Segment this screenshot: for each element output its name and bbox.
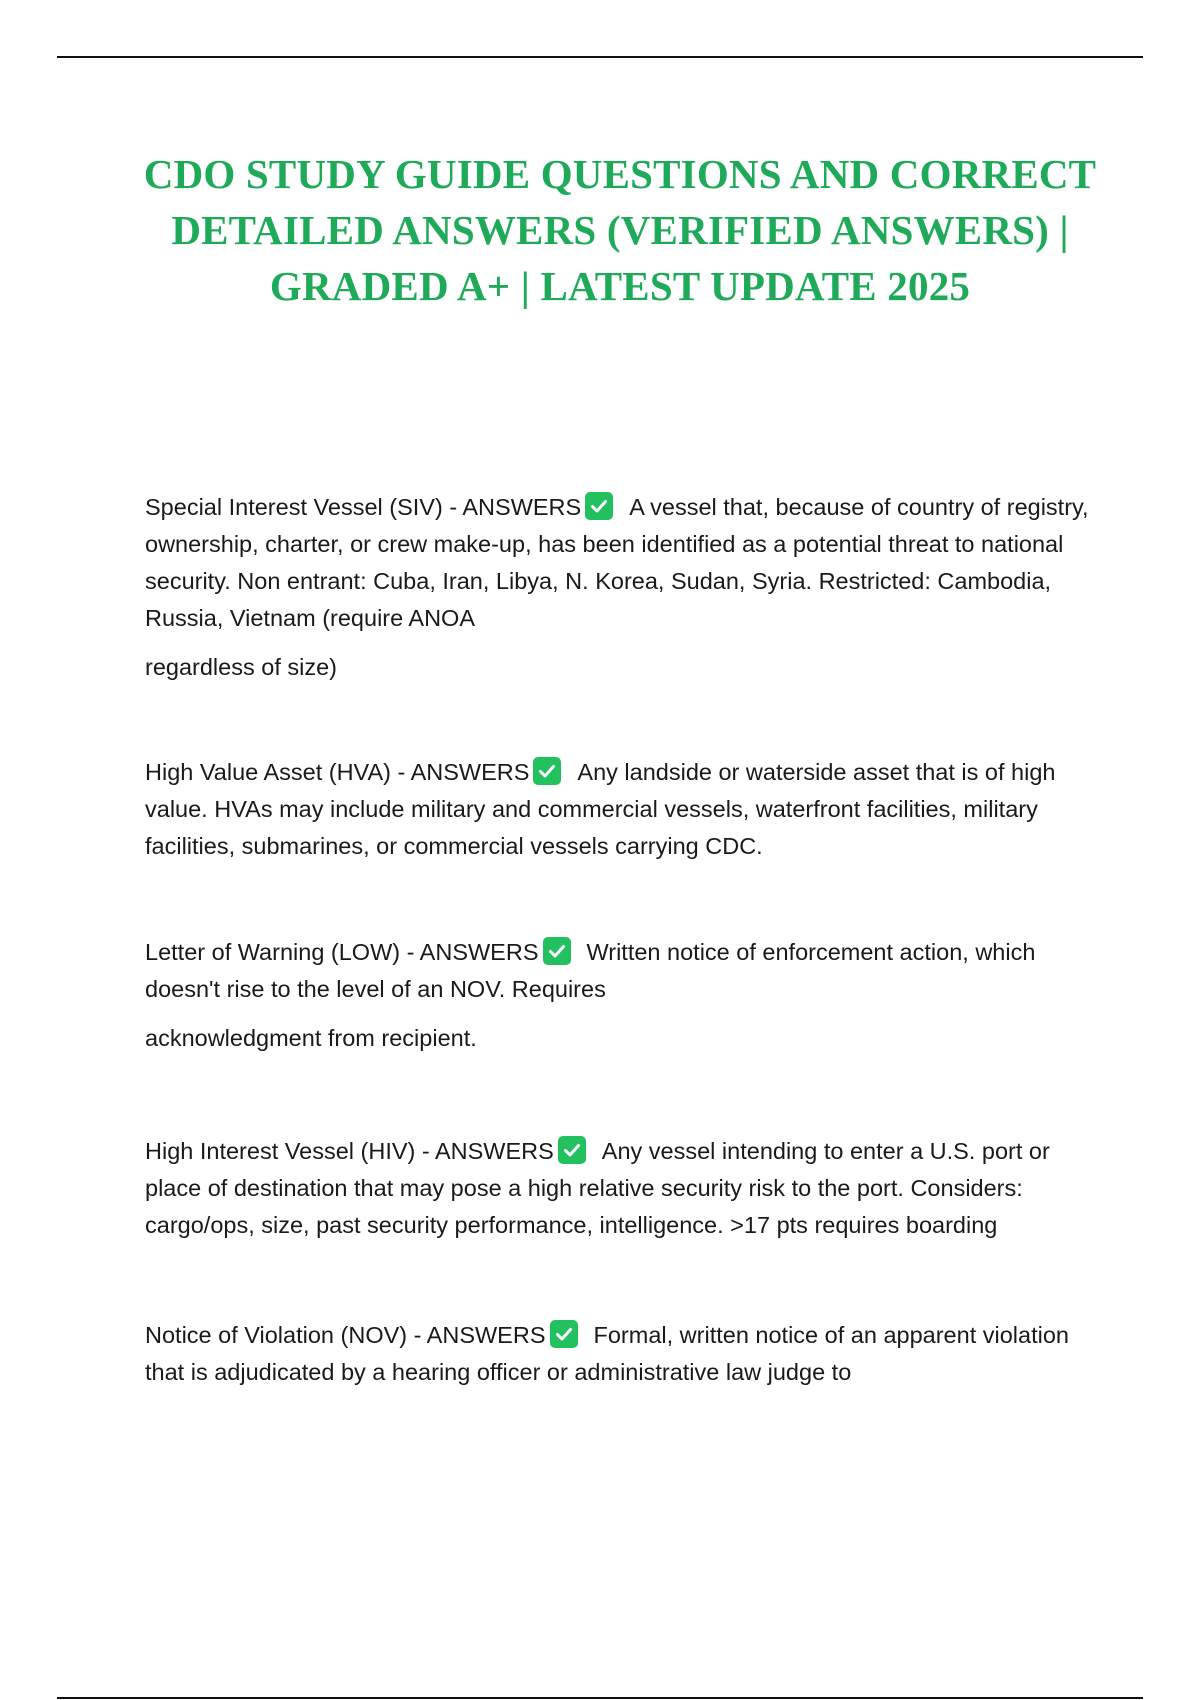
- qa-entry-siv: [145, 489, 1095, 686]
- entry-term: High Interest Vessel (HIV) - ANSWERS: [145, 1138, 554, 1164]
- entry-body: [145, 1133, 1095, 1244]
- entry-term: Special Interest Vessel (SIV) - ANSWERS: [145, 494, 582, 520]
- entry-body: [145, 754, 1095, 865]
- entry-answer: Any vessel intending to enter a U.S. port or place of destination that may pose a high relative security risk to the port. Considers: cargo/ops, size, past security performance, intelligence. >17 pts requires boarding: [145, 1138, 1050, 1238]
- entry-answer: Any landside or waterside asset that is of high value. HVAs may include military and commercial vessels, waterfront facilities, military facilities, submarines, or commercial vessels carrying CDC.: [145, 759, 1056, 859]
- entry-term: High Value Asset (HVA) - ANSWERS: [145, 759, 530, 785]
- entry-term: Notice of Violation (NOV) - ANSWERS: [145, 1322, 546, 1348]
- check-mark-icon: [558, 1136, 586, 1164]
- entry-body: [145, 1317, 1095, 1391]
- qa-entry-hva: [145, 754, 1095, 865]
- entry-answer: Written notice of enforcement action, which doesn't rise to the level of an NOV. Requires: [145, 939, 1036, 1002]
- bottom-rule: [57, 1697, 1143, 1699]
- top-rule: [57, 56, 1143, 58]
- qa-list: [145, 489, 1095, 1391]
- entry-term: Letter of Warning (LOW) - ANSWERS: [145, 939, 539, 965]
- entry-answer: Formal, written notice of an apparent violation that is adjudicated by a hearing officer or administrative law judge to: [145, 1322, 1069, 1385]
- check-mark-icon: [550, 1320, 578, 1348]
- entry-body: [145, 489, 1095, 637]
- entry-answer: A vessel that, because of country of registry, ownership, charter, or crew make-up, has been identified as a potential threat to national security. Non entrant: Cuba, Iran, Libya, N. Korea, Sudan, Syria. Restricted: Cambodia, Russia, Vietnam (require ANOA: [145, 494, 1089, 631]
- document-title: CDO STUDY GUIDE QUESTIONS AND CORRECT DETAILED ANSWERS (VERIFIED ANSWERS) | GRADED A+ | LATEST UPDATE 2025: [143, 151, 1097, 309]
- entry-body: [145, 934, 1095, 1008]
- qa-entry-hiv: [145, 1133, 1095, 1244]
- qa-entry-nov: [145, 1317, 1095, 1391]
- check-mark-icon: [543, 937, 571, 965]
- qa-entry-low: [145, 934, 1095, 1057]
- check-mark-icon: [533, 757, 561, 785]
- entry-continuation: regardless of size): [145, 654, 337, 680]
- entry-continuation: acknowledgment from recipient.: [145, 1025, 477, 1051]
- check-mark-icon: [585, 492, 613, 520]
